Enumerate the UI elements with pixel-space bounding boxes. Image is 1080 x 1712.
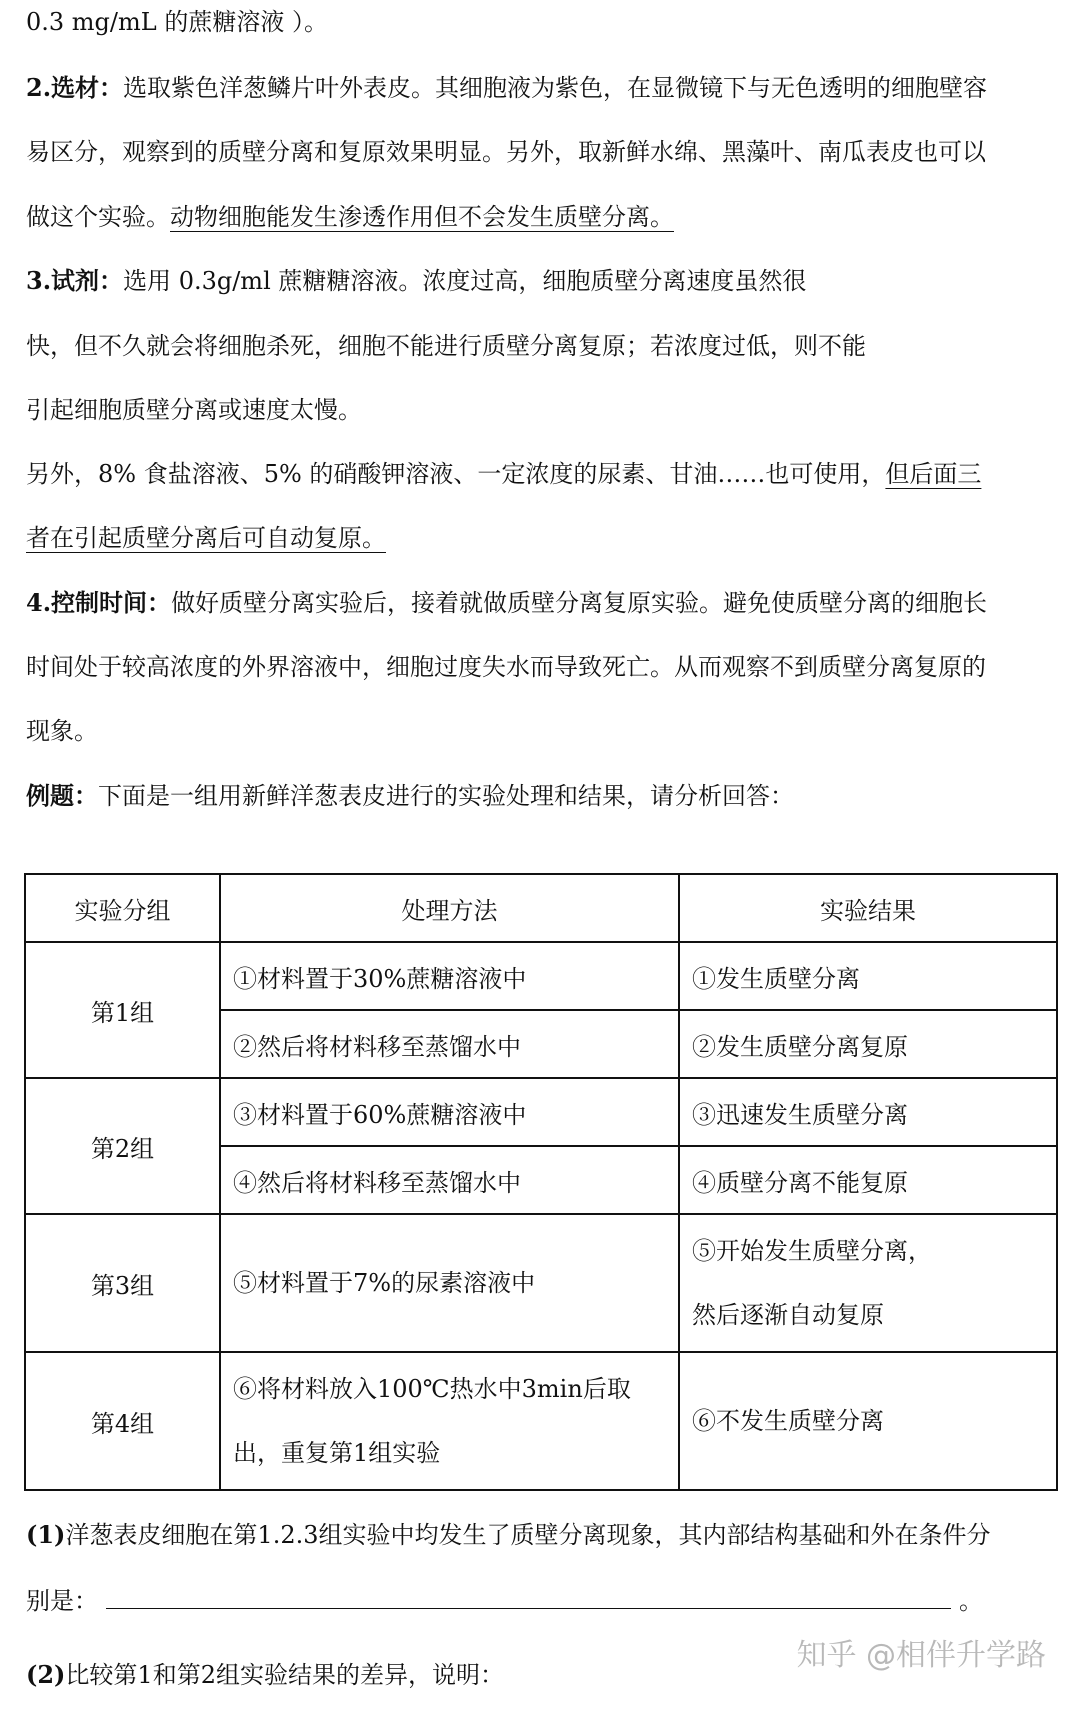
underlined-auto-recovery-note-2: 者在引起质壁分离后可自动复原。	[26, 524, 386, 552]
question-1-label: (1)	[26, 1520, 66, 1549]
question-1-text-2a: 别是：	[26, 1587, 98, 1615]
section-material-line-1	[26, 72, 987, 104]
section-time-line-1	[26, 587, 987, 619]
group-3-result-line-2: 然后逐渐自动复原	[692, 1301, 884, 1329]
example-heading-line	[26, 780, 794, 812]
section-reagent-line-2: 快，但不久就会将细胞杀死，细胞不能进行质壁分离复原；若浓度过低，则不能	[26, 332, 866, 360]
experiment-table	[24, 873, 1058, 1491]
group-4-name: 第4组	[25, 1352, 220, 1490]
section-material-line-2: 易区分，观察到的质壁分离和复原效果明显。另外，取新鲜水绵、黑藻叶、南瓜表皮也可以	[26, 138, 986, 166]
group-2-result-2: ④质壁分离不能复原	[679, 1146, 1057, 1214]
table-row	[25, 1078, 1057, 1146]
table-row	[25, 1214, 1057, 1352]
group-3-result-line-1: ⑤开始发生质壁分离，	[692, 1237, 932, 1265]
group-1-method-2: ②然后将材料移至蒸馏水中	[220, 1010, 679, 1078]
header-group: 实验分组	[25, 874, 220, 942]
other-solutions-text-1a: 另外，8% 食盐溶液、5% 的硝酸钾溶液、一定浓度的尿素、甘油……也可使用，	[26, 460, 886, 488]
group-1-result-1: ①发生质壁分离	[679, 942, 1057, 1010]
section-material-text-1: 选取紫色洋葱鳞片叶外表皮。其细胞液为紫色，在显微镜下与无色透明的细胞壁容	[123, 74, 988, 102]
table-row	[25, 942, 1057, 1010]
underlined-auto-recovery-note-1: 但后面三	[885, 460, 982, 488]
example-text: 下面是一组用新鲜洋葱表皮进行的实验处理和结果，请分析回答：	[98, 782, 794, 810]
question-2-text: 比较第1和第2组实验结果的差异，说明：	[65, 1661, 504, 1689]
question-1-text: 洋葱表皮细胞在第1.2.3组实验中均发生了质壁分离现象，其内部结构基础和外在条件分	[65, 1521, 991, 1549]
section-reagent-line-1	[26, 265, 806, 297]
group-2-result-1: ③迅速发生质壁分离	[679, 1078, 1057, 1146]
other-solutions-line-2	[26, 522, 386, 554]
group-4-result: ⑥不发生质壁分离	[679, 1352, 1057, 1490]
group-4-method	[220, 1352, 679, 1490]
section-material-text-3a: 做这个实验。	[26, 203, 170, 231]
underlined-animal-cell-note: 动物细胞能发生渗透作用但不会发生质壁分离。	[170, 203, 674, 231]
group-1-result-2: ②发生质壁分离复原	[679, 1010, 1057, 1078]
section-time-label: 4.控制时间：	[26, 588, 172, 617]
table-header-row	[25, 874, 1057, 942]
section-reagent-text-1: 选用 0.3g/ml 蔗糖糖溶液。浓度过高，细胞质壁分离速度虽然很	[123, 267, 807, 295]
header-method: 处理方法	[220, 874, 679, 942]
group-3-method: ⑤材料置于7%的尿素溶液中	[220, 1214, 679, 1352]
table-row	[25, 1352, 1057, 1490]
group-4-method-line-1: ⑥将材料放入100℃热水中3min后取	[233, 1375, 631, 1403]
question-1-line-1	[26, 1519, 991, 1551]
other-solutions-line-1	[26, 458, 981, 490]
line-concentration-note: 0.3 mg/mL 的蔗糖溶液 ）。	[26, 8, 328, 36]
group-1-name: 第1组	[25, 942, 220, 1078]
section-time-line-2: 时间处于较高浓度的外界溶液中，细胞过度失水而导致死亡。从而观察不到质壁分离复原的	[26, 653, 986, 681]
group-2-method-2: ④然后将材料移至蒸馏水中	[220, 1146, 679, 1214]
zhihu-watermark: 知乎 @相伴升学路	[796, 1638, 1046, 1673]
group-1-method-1: ①材料置于30%蔗糖溶液中	[220, 942, 679, 1010]
group-3-name: 第3组	[25, 1214, 220, 1352]
group-3-result	[679, 1214, 1057, 1352]
question-2-label: (2)	[26, 1660, 66, 1689]
section-reagent-label: 3.试剂：	[26, 266, 124, 295]
group-2-name: 第2组	[25, 1078, 220, 1214]
answer-blank-line[interactable]	[106, 1584, 951, 1609]
section-material-label: 2.选材：	[26, 73, 124, 102]
group-2-method-1: ③材料置于60%蔗糖溶液中	[220, 1078, 679, 1146]
section-time-line-3: 现象。	[26, 717, 98, 745]
question-2-line	[26, 1659, 504, 1691]
question-1-text-2b: 。	[959, 1587, 983, 1615]
section-material-line-3	[26, 201, 674, 233]
group-4-method-line-2: 出，重复第1组实验	[233, 1439, 441, 1467]
question-1-line-2	[26, 1584, 983, 1616]
example-label: 例题：	[26, 781, 98, 810]
section-time-text-1: 做好质壁分离实验后，接着就做质壁分离复原实验。避免使质壁分离的细胞长	[171, 589, 988, 617]
header-result: 实验结果	[679, 874, 1057, 942]
section-reagent-line-3: 引起细胞质壁分离或速度太慢。	[26, 396, 362, 424]
